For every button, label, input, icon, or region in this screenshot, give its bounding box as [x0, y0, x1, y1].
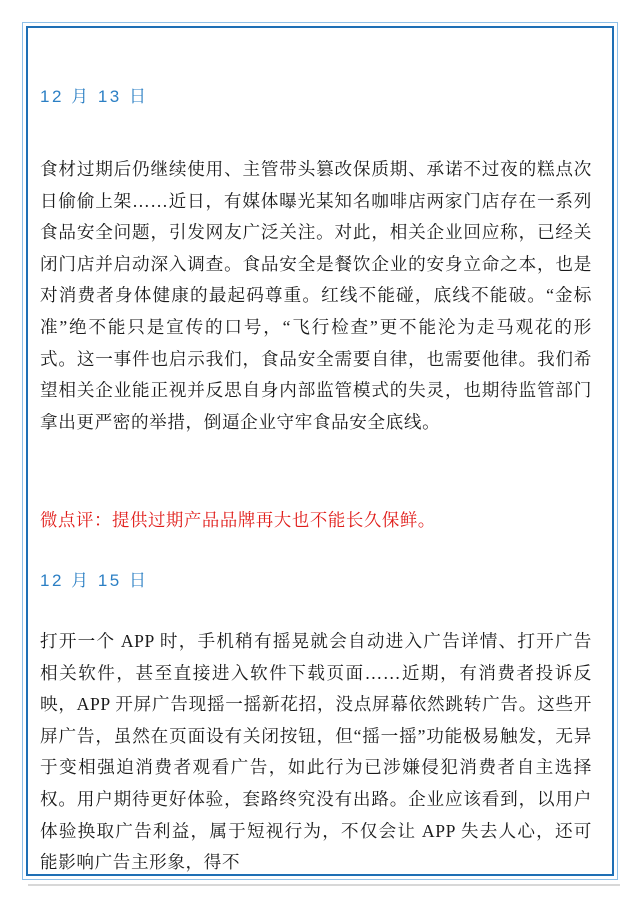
- entry-1-date-block: [40, 82, 149, 107]
- entry-1-comment-text: 微点评：提供过期产品品牌再大也不能长久保鲜。: [40, 510, 436, 530]
- entry-2-body-block: [40, 626, 592, 876]
- entry-1-body-text: 食材过期后仍继续使用、主管带头篡改保质期、承诺不过夜的糕点次日偷偷上架……近日，有媒体曝光某知名咖啡店两家门店存在一系列食品安全问题，引发网友广泛关注。对此，相关企业回应称，已经关闭门店并启动深入调查。食品安全是餐饮企业的安身立命之本，也是对消费者身体健康的最起码尊重。红线不能碰，底线不能破。“金标准”绝不能只是宣传的口号，“飞行检查”更不能沦为走马观花的形式。这一事件也启示我们，食品安全需要自律，也需要他律。我们希望相关企业能正视并反思自身内部监管模式的失灵，也期待监管部门拿出更严密的举措，倒逼企业守牢食品安全底线。: [40, 159, 592, 432]
- entry-2-date-block: [40, 566, 149, 591]
- document-content: [40, 26, 596, 876]
- date-heading-2: 12 月 15 日: [40, 571, 149, 590]
- entry-2-body-text: 打开一个 APP 时，手机稍有摇晃就会自动进入广告详情、打开广告相关软件，甚至直接进入软件下载页面……近期，有消费者投诉反映，APP 开屏广告现摇一摇新花招，没点屏幕依然跳转广告。这些开屏广告，虽然在页面设有关闭按钮，但“摇一摇”功能极易触发，无异于变相强迫消费者观看广告，如此行为已涉嫌侵犯消费者自主选择权。用户期待更好体验，套路终究没有出路。企业应该看到，以用户体验换取广告利益，属于短视行为，不仅会让 APP 失去人心，还可能影响广告主形象，得不: [40, 631, 592, 873]
- entry-1-body-block: [40, 154, 592, 438]
- entry-1-comment-block: [40, 505, 436, 535]
- date-heading-1: 12 月 13 日: [40, 87, 149, 106]
- page-border-shadow: [28, 884, 620, 886]
